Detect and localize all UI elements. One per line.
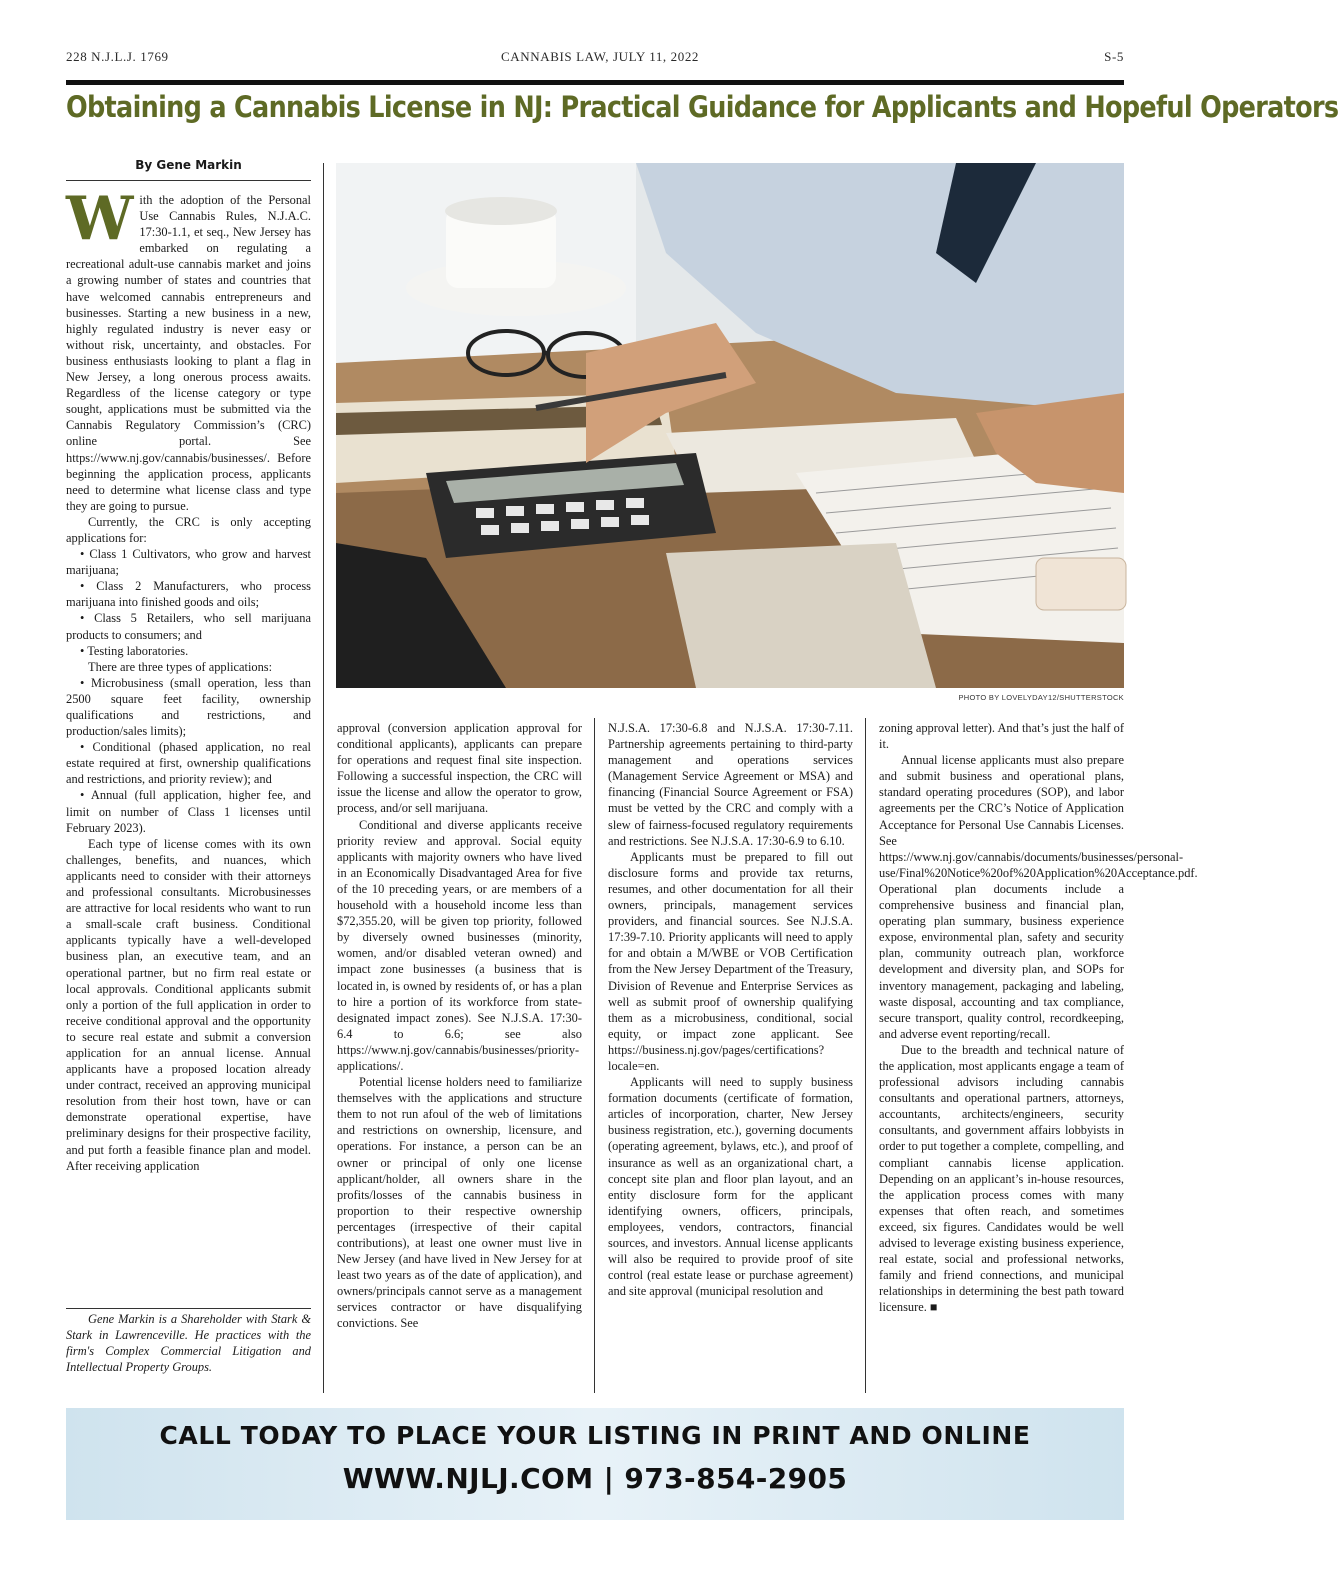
paragraph: Conditional and diverse applicants receive priority review and approval. Social equity applicants with majority owners who have lived in an Economically Disadvantaged Area for five of the 10 preceding years, or are members of a household with a household income less than $72,355.20, will be given top priority, followed by diversely owned businesses (minority, women, and/or disabled veteran owned) and impact zone businesses (a business that is located in, is owned by residents of, or has a plan to hire a portion of its workforce from state-designated impact zones). See N.J.S.A. 17:30-6.4 to 6.6; see also https://www.nj.gov/cannabis/businesses/priority-applications/. [337,817,582,1073]
article-column-2 [337,720,582,1390]
paragraph: Currently, the CRC is only accepting applications for: [66,514,311,545]
list-item: • Microbusiness (small operation, less than 2500 square feet facility, ownership qualifications and restrictions, and production/sales limits); [66,675,311,739]
paragraph [879,1042,1124,1316]
ad-contact: WWW.NJLJ.COM | 973-854-2905 [342,1462,848,1495]
photo-illustration [336,163,1124,688]
paragraph-text: Due to the breadth and technical nature of the application, most applicants engage a team of professional advisors including cannabis consultants and operational partners, attorneys, accountants, architects/engineers, security consultants, and government affairs lobbyists in order to put together a complete, compelling, and compliant cannabis license application. Depending on an applicant’s in-house resources, the application process comes with many expenses that often reach, and sometimes exceed, six figures. Candidates would be well advised to leverage existing business experience, real estate, social and professional networks, family and friend connections, and municipal relationships in determining the best path toward licensure. [879,1042,1124,1315]
list-item: • Class 5 Retailers, who sell marijuana products to consumers; and [66,611,311,642]
list-item: • Class 2 Manufacturers, who process marijuana into finished goods and oils; [66,579,311,610]
column-divider [323,163,324,1393]
byline: By Gene Markin [135,158,242,172]
list-item: • Annual (full application, higher fee, and limit on number of Class 1 licenses until February 2023). [66,788,311,835]
article-column-1 [66,184,311,1284]
paragraph: Each type of license comes with its own challenges, benefits, and nuances, which applicants need to consider with their attorneys and professional consultants. Microbusinesses are attractive for local residents who want to run a small-scale craft business. Conditional applicants typically have a well-developed business plan, an executive team, and an operational partner, but no firm real estate or local approvals. Conditional applicants submit only a portion of the full application in order to receive conditional approval and the opportunity to secure real estate and submit a conversion application for an annual license. Annual applicants have a proposed location already under contract, received an approving municipal resolution from their host town, have or can demonstrate operational expertise, have preliminary designs for their prospective facility, and put forth a feasible finance plan and model. After receiving application [66,836,311,1173]
article-column-3 [608,720,853,1390]
paragraph: Potential license holders need to familiarize themselves with the applications and structure them to not run afoul of the web of limitations and restrictions on ownership, licensure, and operations. For instance, a person can be an owner or principal of only one license applicant/holder, all owners share in the profits/losses of the cannabis business in proportion to their respective ownership percentages (irrespective of their capital contributions), at least one owner must live in New Jersey (and have lived in New Jersey for at least two years as of the date of application), and owners/principals cannot serve as a management services contractor or have disqualifying convictions. See [337,1075,582,1331]
paragraph: Annual license applicants must also prepare and submit business and operational plans, standard operating procedures (SOP), and labor agreements per the CRC’s Notice of Application Acceptance for Personal Use Cannabis Licenses. See https://www.nj.gov/cannabis/documents/businesses/personal-use/Final%20Notice%20of%20Application%20Acceptance.pdf. Operational plan documents include a comprehensive business and financial plan, operating plan summary, business experience expose, environmental plan, safety and security plan, community outreach plan, workforce development and diversity plan, and SOPs for inventory management, packaging and labeling, waste disposal, accounting and tax compliance, secure transport, quality control, recordkeeping, and adverse event reporting/recall. [879,753,1198,1041]
paragraph: approval (conversion application approval for conditional applicants), applicants can prepare for operations and request final site inspection. Following a successful inspection, the CRC will issue the license and allow the operator to grow, process, and/or sell marijuana. [337,721,582,816]
article-column-4 [879,720,1198,1390]
paragraph: ith the adoption of the Personal Use Cannabis Rules, N.J.A.C. 17:30-1.1, et seq., New Jersey has embarked on regulating a recreational adult-use cannabis market and joins a growing number of states and countries that have welcomed cannabis entrepreneurs and businesses. Starting a new business in a new, highly regulated industry is never easy or without risk, uncertainty, and obstacles. For business enthusiasts looking to plant a flag in New Jersey, a long onerous process awaits. Regardless of the license category or type sought, applications must be submitted via the Cannabis Regulatory Commission’s (CRC) online portal. See https://www.nj.gov/cannabis/businesses/. Before beginning the application process, applicants need to determine what license class and type they are going to pursue. [66,193,311,513]
ad-headline: CALL TODAY TO PLACE YOUR LISTING IN PRINT AND ONLINE [159,1421,1031,1450]
bio-rule [66,1308,311,1309]
list-item: • Testing laboratories. [80,643,189,658]
column-divider [594,718,595,1393]
article-photo [336,163,1124,688]
section-date: CANNABIS LAW, JULY 11, 2022 [500,49,700,64]
paragraph: N.J.S.A. 17:30-6.8 and N.J.S.A. 17:30-7.11. Partnership agreements pertaining to third-party management and operations services (Management Service Agreement or MSA) and financing (Financial Source Agreement or FSA) must be vetted by the CRC and comply with a slew of fairness-focused regulatory requirements and restrictions. See N.J.S.A. 17:30-6.9 to 6.10. [608,721,853,848]
paragraph: Applicants will need to supply business formation documents (certificate of formation, articles of incorporation, charter, New Jersey business registration, etc.), governing documents (operating agreement, bylaws, etc.), and proof of insurance as well as an organizational chart, a concept site plan and floor plan layout, and an entity disclosure form for the applicant identifying owners, officers, principals, employees, vendors, contractors, financial sources, and investors. Annual license applicants will also be required to provide proof of site control (real estate lease or purchase agreement) and site approval (municipal resolution and [608,1075,853,1299]
paragraph: There are three types of applications: [88,659,273,674]
column-divider [865,718,866,1393]
article-headline: Obtaining a Cannabis License in NJ: Practical Guidance for Applicants and Hopeful Operators [66,90,1338,124]
photo-credit: PHOTO BY LOVELYDAY12/SHUTTERSTOCK [958,693,1124,702]
drop-cap: W [66,184,134,254]
list-item: • Conditional (phased application, no real estate required at first, ownership qualifications and restrictions, and priority review); and [66,740,311,787]
page-folio: 228 N.J.L.J. 1769 [66,49,169,64]
author-bio-text: Gene Markin is a Shareholder with Stark & Stark in Lawrenceville. He practices with the firm's Complex Commercial Litigation and Intellectual Property Groups. [66,1312,311,1375]
author-bio [66,1311,311,1375]
header-rule [66,80,1124,85]
page-number: S-5 [1104,49,1124,64]
list-item: • Class 1 Cultivators, who grow and harvest marijuana; [66,547,311,578]
paragraph: Applicants must be prepared to fill out disclosure forms and provide tax returns, resumes, and other documentation for all their owners, principals, management services providers, and financial sources. See N.J.S.A. 17:39-7.10. Priority applicants will need to apply for and obtain a M/WBE or VOB Certification from the New Jersey Department of the Treasury, Division of Revenue and Enterprise Services as well as submit proof of ownership qualifying them as a microbusiness, conditional, social equity, or impact zone applicant. See https://business.nj.gov/pages/certifications?locale=en. [608,849,853,1073]
byline-rule [66,180,311,181]
paragraph: zoning approval letter). And that’s just the half of it. [879,721,1124,752]
end-mark-icon: ■ [929,1300,938,1315]
